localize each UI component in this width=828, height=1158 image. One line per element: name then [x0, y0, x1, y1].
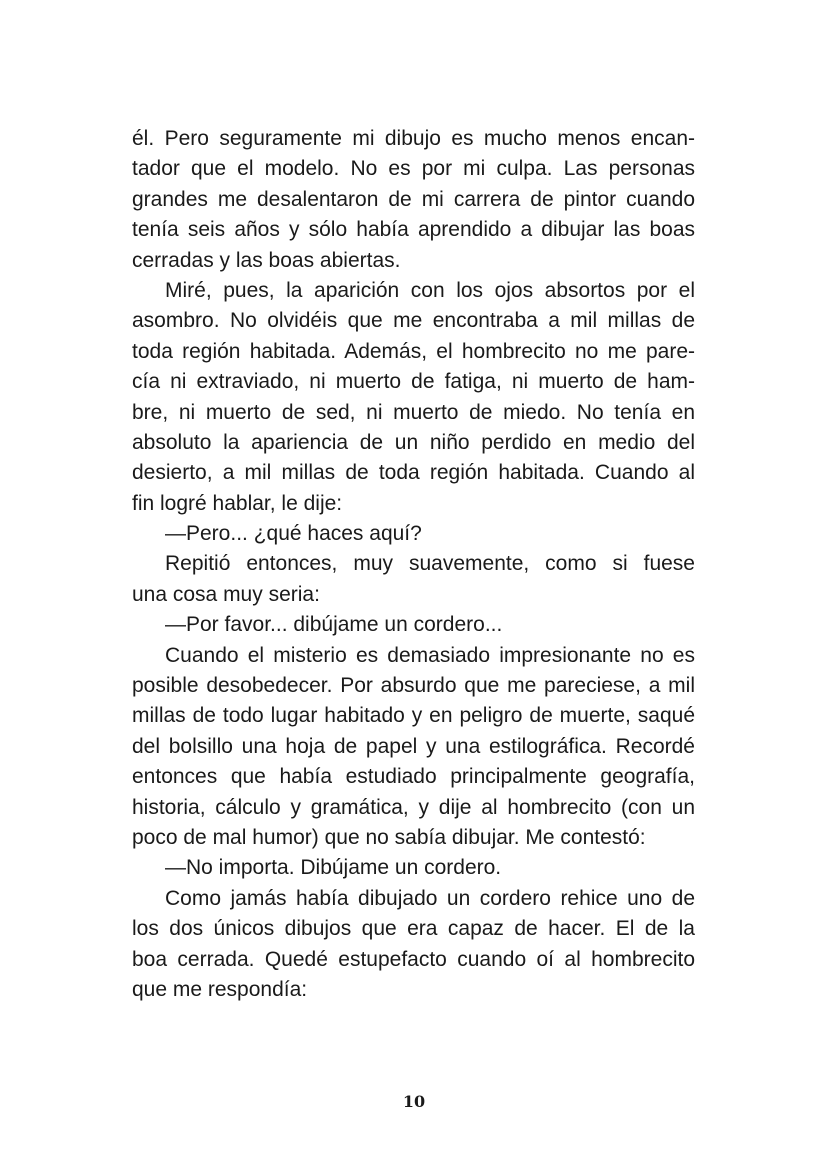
text-line: tenía seis años y sólo había aprendido a dibujar las boas: [132, 218, 695, 242]
text-line: —Por favor... dibújame un cordero...: [165, 613, 503, 637]
text-line: —No importa. Dibújame un cordero.: [165, 856, 502, 880]
text-line: Repitió entonces, muy suavemente, como si fuese: [165, 552, 695, 576]
text-line: historia, cálculo y gramática, y dije al hombrecito (con un: [132, 795, 695, 819]
text-line: asombro. No olvidéis que me encontraba a mil millas de: [132, 309, 695, 333]
text-line: cía ni extraviado, ni muerto de fatiga, ni muerto de ham-: [132, 370, 695, 394]
text-line: del bolsillo una hoja de papel y una estilográfica. Recordé: [132, 734, 695, 758]
text-line: los dos únicos dibujos que era capaz de hacer. El de la: [132, 917, 695, 941]
text-line: desierto, a mil millas de toda región habitada. Cuando al: [132, 461, 695, 485]
text-line: grandes me desalentaron de mi carrera de pintor cuando: [132, 187, 695, 211]
text-line: Miré, pues, la aparición con los ojos absortos por el: [165, 278, 695, 302]
text-line: toda región habitada. Además, el hombrecito no me pare-: [132, 339, 695, 363]
text-line: cerradas y las boas abiertas.: [132, 248, 401, 272]
text-line: bre, ni muerto de sed, ni muerto de miedo. No tenía en: [132, 400, 695, 424]
text-line: tador que el modelo. No es por mi culpa. Las personas: [132, 157, 695, 181]
text-line: que me respondía:: [132, 977, 308, 1001]
text-line: fin logré hablar, le dije:: [132, 491, 343, 515]
text-line: millas de todo lugar habitado y en peligro de muerte, saqué: [132, 704, 695, 728]
text-line: absoluto la apariencia de un niño perdido en medio del: [132, 430, 695, 454]
page-number: 10: [402, 1092, 426, 1111]
text-line: posible desobedecer. Por absurdo que me pareciese, a mil: [132, 674, 695, 698]
text-line: él. Pero seguramente mi dibujo es mucho menos encan-: [132, 127, 695, 150]
text-line: una cosa muy seria:: [132, 582, 320, 606]
text-line: poco de mal humor) que no sabía dibujar. Me contestó:: [132, 825, 646, 849]
text-line: —Pero... ¿qué haces aquí?: [165, 522, 422, 546]
text-line: Cuando el misterio es demasiado impresionante no es: [165, 643, 695, 667]
text-line: boa cerrada. Quedé estupefacto cuando oí al hombrecito: [132, 947, 695, 971]
page-body-text: [132, 124, 695, 1005]
text-line: entonces que había estudiado principalmente geografía,: [132, 765, 695, 789]
text-line: Como jamás había dibujado un cordero rehice uno de: [165, 886, 695, 910]
